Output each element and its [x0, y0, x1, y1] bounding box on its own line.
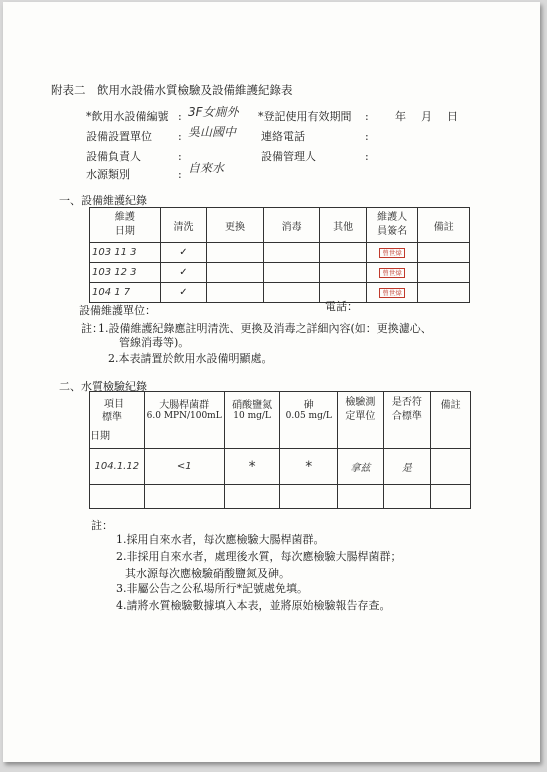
quality-notes-label: 註：	[91, 519, 113, 532]
device-id-label: *飲用水設備編號	[86, 110, 169, 123]
owner-label: 設備負責人	[86, 150, 141, 163]
header-signer: 維護人 員簽名	[366, 208, 418, 243]
quality-date: 104.1.12	[90, 449, 145, 485]
location-label: 設備設置單位	[86, 130, 152, 143]
maintenance-notes-label: 註：	[81, 322, 103, 335]
header-wash: 清洗	[160, 208, 206, 243]
maintenance-heading: 一、設備維護紀錄	[59, 194, 147, 207]
maintenance-phone-label: 電話：	[325, 300, 358, 313]
nitrate-value: *	[224, 449, 280, 485]
row-wash-check: ✓	[160, 263, 206, 283]
lab-unit-value: 拿兹	[338, 449, 384, 485]
header-arsenic: 砷 0.05 mg/L	[280, 392, 338, 449]
quality-note-4: 4.請將水質檢驗數據填入本表，並將原始檢驗報告存查。	[116, 599, 391, 612]
form-title: 附表二 飲用水設備水質檢驗及設備維護紀錄表	[51, 83, 293, 97]
header-lab-unit: 檢驗測 定單位	[338, 392, 384, 449]
table-row	[90, 283, 470, 303]
header-pass: 是否符 合標準	[383, 392, 431, 449]
header-quality-note: 備註	[431, 392, 471, 449]
maintenance-unit-label: 設備維護單位：	[79, 304, 156, 317]
maintenance-note-2: 2.本表請置於飲用水設備明顯處。	[108, 352, 273, 365]
signer-stamp: 曾世煒	[379, 288, 405, 298]
reg-year: 年	[395, 110, 406, 123]
arsenic-value: *	[280, 449, 338, 485]
signer-stamp: 曾世煒	[379, 248, 405, 258]
source-label: 水源類別	[86, 168, 130, 181]
row-wash-check: ✓	[160, 243, 206, 263]
location-value: 吳山國中	[188, 125, 237, 139]
phone-label: 連絡電話	[261, 130, 305, 143]
reg-month: 月	[421, 110, 432, 123]
header-date: 維護 日期	[90, 208, 161, 243]
header-coliform: 大腸桿菌群 6.0 MPN/100mL	[144, 392, 224, 449]
device-id-value: 3F女廁外	[188, 105, 239, 119]
table-row	[90, 449, 471, 485]
table-row	[90, 243, 470, 263]
row-date: 103 12 3	[90, 263, 161, 283]
quality-note-2: 2.非採用自來水者，處理後水質，每次應檢驗大腸桿菌群；	[116, 550, 402, 563]
header-note: 備註	[418, 208, 470, 243]
quality-heading: 二、水質檢驗紀錄	[59, 380, 147, 393]
header-disinfect: 消毒	[263, 208, 320, 243]
quality-table	[89, 391, 471, 509]
maintenance-note-1b: 管線消毒等)。	[119, 336, 190, 349]
quality-note-1: 1.採用自來水者，每次應檢驗大腸桿菌群。	[116, 533, 325, 546]
quality-note-3: 3.非屬公告之公私場所行*記號處免填。	[116, 582, 308, 595]
source-value: 自來水	[188, 161, 225, 175]
header-replace: 更換	[207, 208, 264, 243]
row-wash-check: ✓	[160, 283, 206, 303]
registration-label: *登記使用有效期間	[258, 110, 352, 123]
table-row	[90, 485, 471, 509]
document-page: 附表二 飲用水設備水質檢驗及設備維護紀錄表 *飲用水設備編號 3F女廁外 設備設置單位 吳山國中 設備負責人 水源類別 自來水 : : : : *登記使用有效期間 : 年 月 日 連絡電話 : 設備管理人 : 一、設備維護紀錄 維護 日期 清洗 更換 消毒 其他 維護人 員簽名 備註 103 11 3 ✓ 曾世煒 103 12 3 ✓ 曾世煒 104 1 7 ✓ 曾世煒 設備維護單位： 電話： 註： 1.設備維護紀錄應註明清洗、更換及消毒之詳細內容(如：更換濾心、 管線消毒等)。 2.本表請置於飲用水設備明顯處。 二、水質檢驗紀錄 項目 標準 日期 大腸桿菌群 6.0 MPN/100mL 硝酸鹽氮 10 mg/L 砷 0.05 mg/L 檢驗測 定單位 是否符 合標準 備註 104.1.12 <1 * * 拿兹 是 註： 1.採用自來水者，每次應檢驗大腸桿菌群。 2.非採用自來水者，處理後水質，每次應檢驗大腸桿菌群； 其水源每次應檢驗硝酸鹽氮及砷。 3.非屬公告之公私場所行*記號處免填。 4.請將水質檢驗數據填入本表，並將原始檢驗報告存查。	[3, 2, 540, 762]
quality-note-2b: 其水源每次應檢驗硝酸鹽氮及砷。	[125, 567, 290, 580]
table-row	[90, 263, 470, 283]
maintenance-table	[89, 207, 470, 303]
signer-stamp: 曾世煒	[379, 268, 405, 278]
corner-header: 項目 標準 日期	[90, 392, 145, 449]
maintenance-note-1: 1.設備維護紀錄應註明清洗、更換及消毒之詳細內容(如：更換濾心、	[98, 322, 432, 335]
reg-day: 日	[447, 110, 458, 123]
pass-value: 是	[383, 449, 431, 485]
header-nitrate: 硝酸鹽氮 10 mg/L	[224, 392, 280, 449]
manager-label: 設備管理人	[261, 150, 316, 163]
coliform-value: <1	[144, 449, 224, 485]
row-date: 104 1 7	[90, 283, 161, 303]
header-other: 其他	[320, 208, 366, 243]
row-date: 103 11 3	[90, 243, 161, 263]
